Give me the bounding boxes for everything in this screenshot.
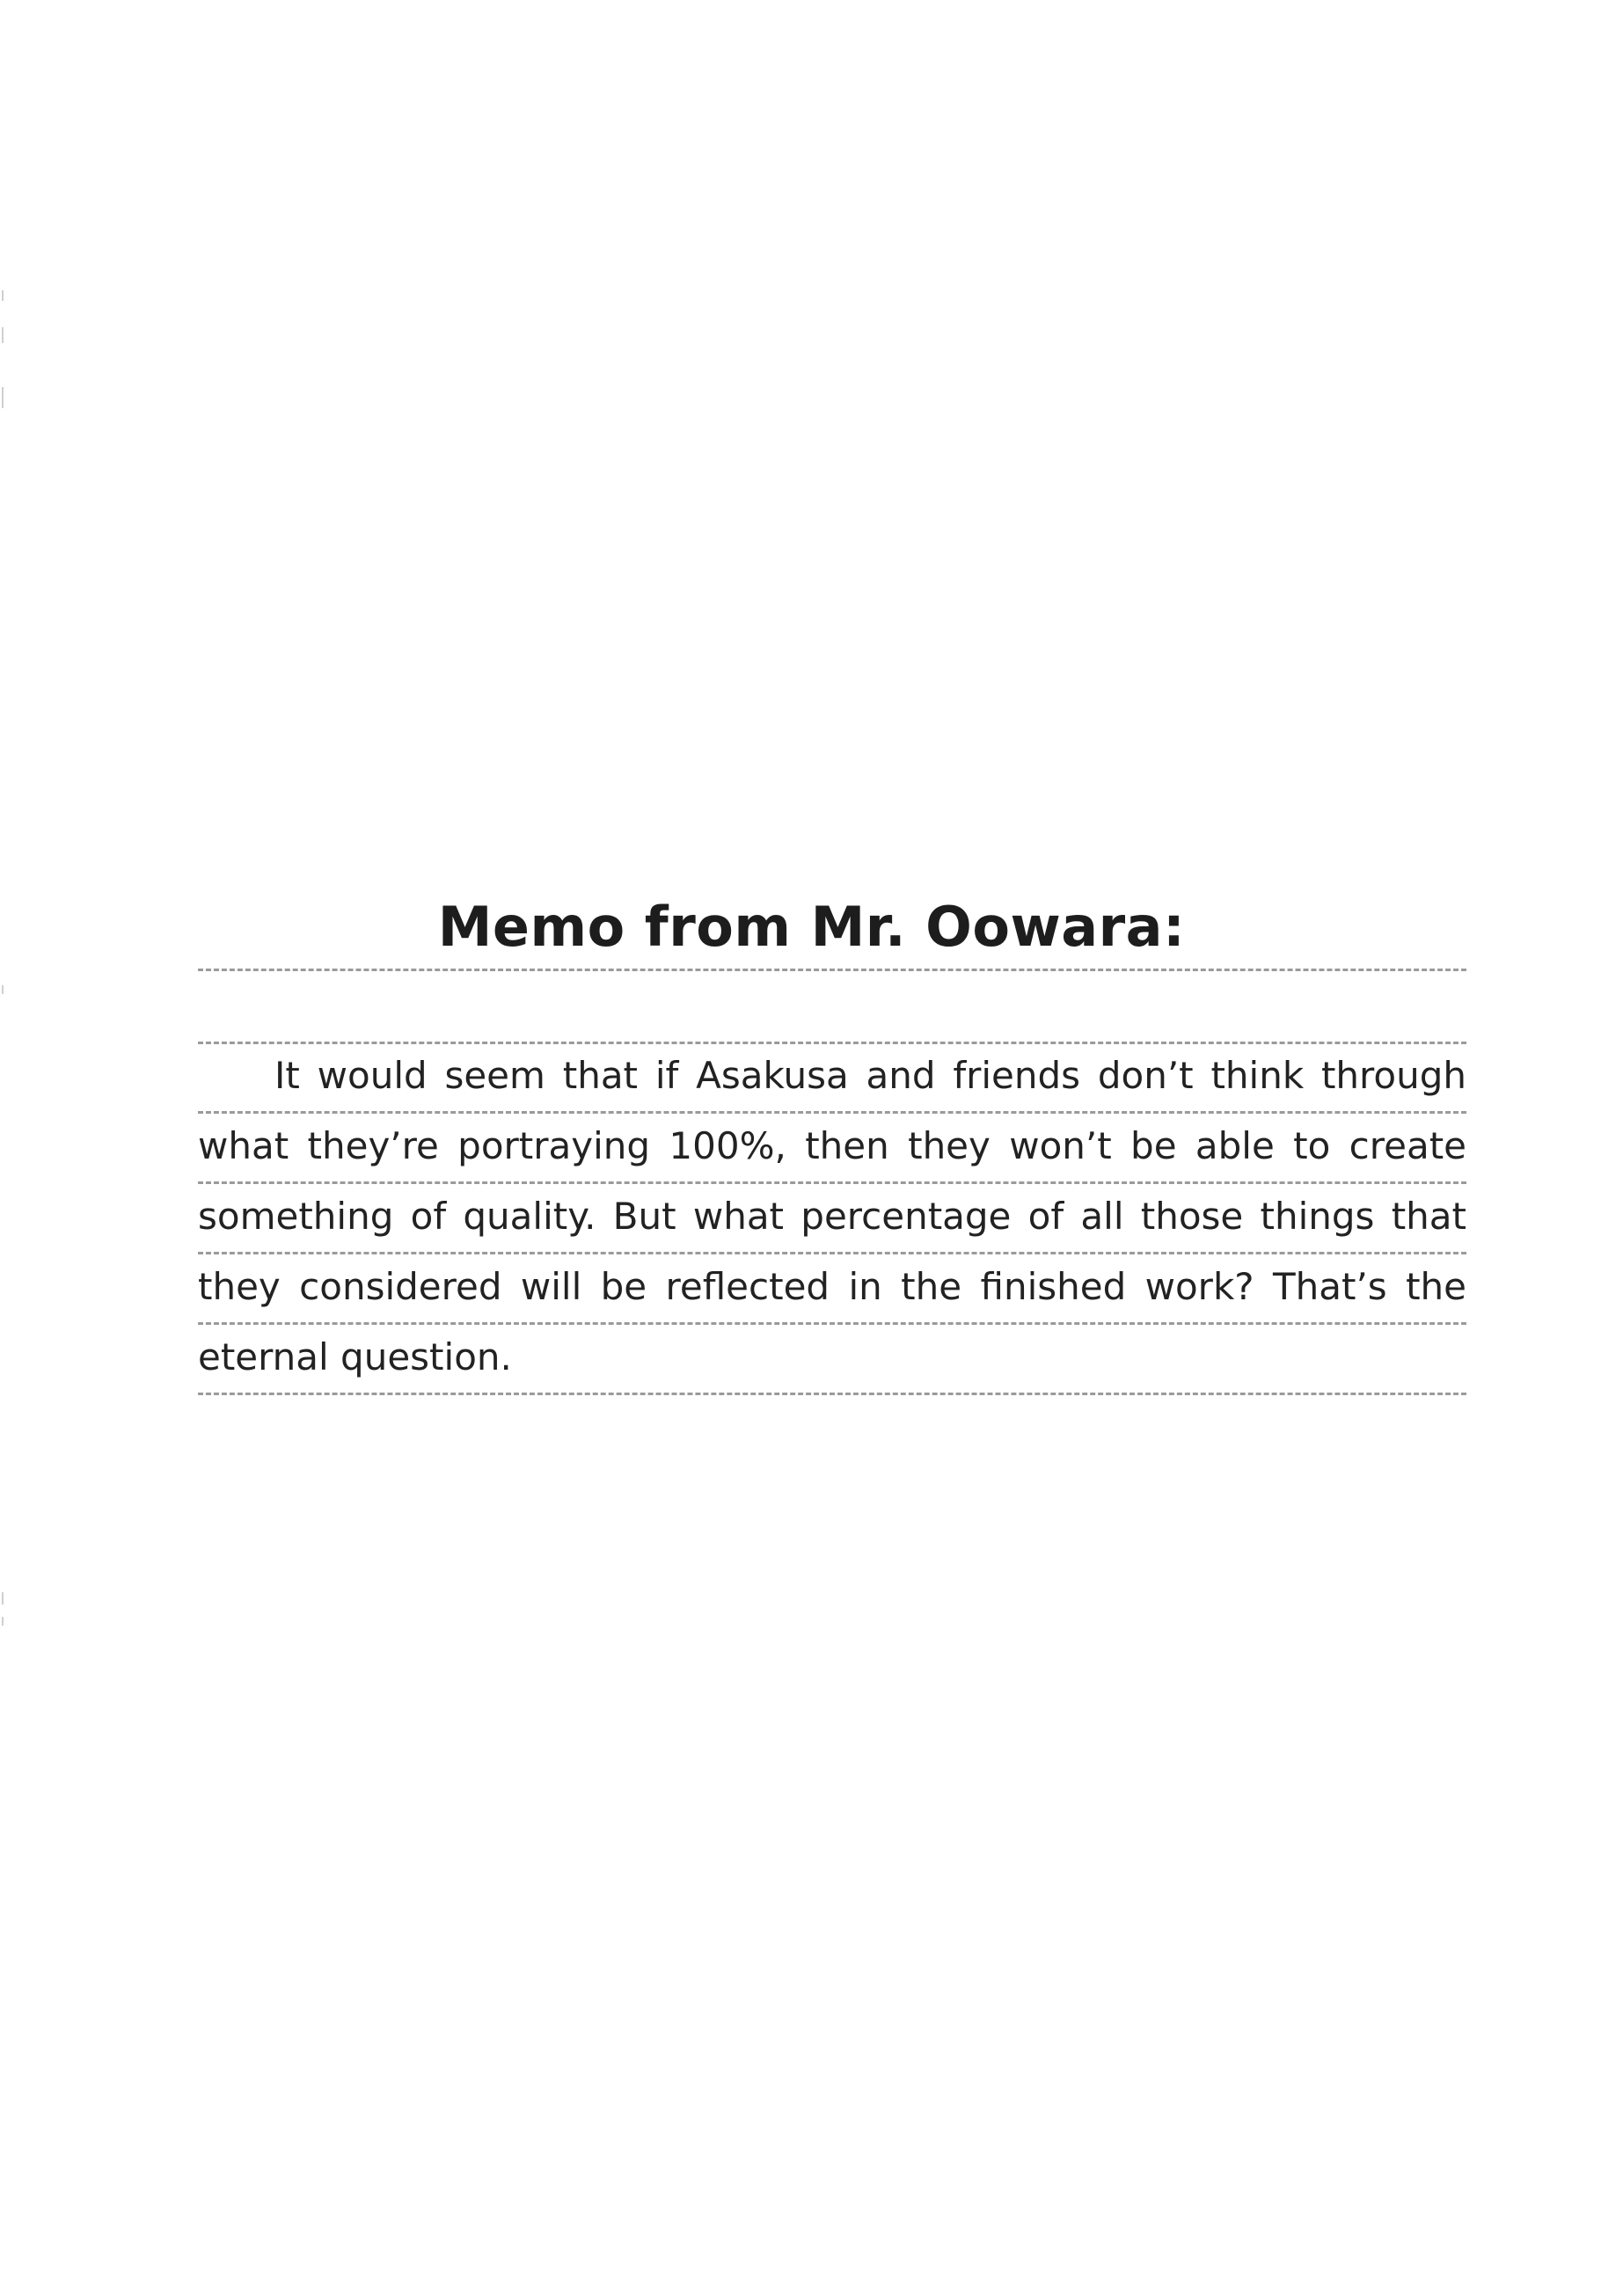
dashed-rule — [198, 1181, 1466, 1184]
memo-text-line-2: what they’re portraying 100%, then they won’t be able to create — [198, 1124, 1466, 1167]
dashed-rule — [198, 1042, 1466, 1044]
edge-mark — [2, 327, 4, 343]
dashed-rule — [198, 969, 1466, 971]
memo-text-line-3: something of quality. But what percentage of all those things that — [198, 1195, 1466, 1238]
memo-text-line-4: they considered will be reflected in the finished work? That’s the — [198, 1265, 1466, 1308]
memo-title: Memo from Mr. Oowara: — [437, 895, 1186, 959]
edge-mark — [2, 985, 4, 994]
dashed-rule — [198, 1322, 1466, 1325]
memo-text-line-1: It would seem that if Asakusa and friends don’t think through — [274, 1054, 1466, 1097]
dashed-rule — [198, 1252, 1466, 1254]
memo-text-line-5: eternal question. — [198, 1335, 512, 1378]
edge-mark — [2, 1592, 4, 1605]
dashed-rule — [198, 1111, 1466, 1114]
edge-mark — [2, 290, 4, 301]
edge-mark — [2, 1617, 4, 1626]
edge-mark — [2, 387, 4, 408]
page-edge-marks — [0, 0, 5, 2296]
dashed-rule — [198, 1393, 1466, 1395]
